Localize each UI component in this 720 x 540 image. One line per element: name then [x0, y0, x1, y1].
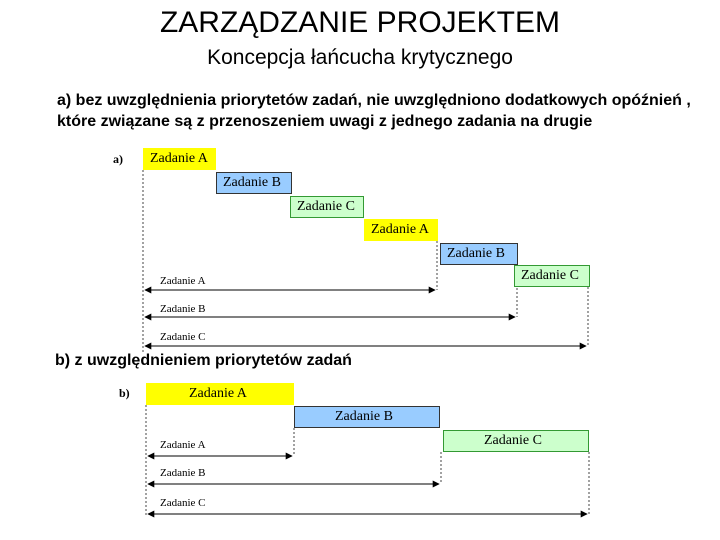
- duration-label-c: Zadanie C: [160, 497, 206, 509]
- section-a-label: a): [113, 152, 123, 166]
- task-c-block: Zadanie C: [443, 430, 589, 452]
- duration-label-c: Zadanie C: [160, 331, 206, 343]
- task-a-block: Zadanie A: [146, 383, 294, 405]
- task-c-block: Zadanie C: [514, 265, 590, 287]
- duration-label-a: Zadanie A: [160, 439, 206, 451]
- task-b-block: Zadanie B: [440, 243, 518, 265]
- duration-label-b: Zadanie B: [160, 467, 206, 479]
- duration-label-a: Zadanie A: [160, 275, 206, 287]
- duration-label-b: Zadanie B: [160, 303, 206, 315]
- task-b-block: Zadanie B: [294, 406, 440, 428]
- dashed-guides: [143, 170, 589, 516]
- section-b-description: b) z uwzględnieniem priorytetów zadań: [55, 352, 352, 369]
- task-a-block: Zadanie A: [364, 219, 438, 241]
- page-title: ZARZĄDZANIE PROJEKTEM: [159, 6, 561, 39]
- task-a-block: Zadanie A: [143, 148, 216, 170]
- section-a-description: a) bez uwzględnienia priorytetów zadań, nie uwzględniono dodatkowych opóźnień , które związane są z przenoszeniem uwagi z jednego zadania na drugie: [57, 92, 691, 130]
- task-c-block: Zadanie C: [290, 196, 364, 218]
- task-b-block: Zadanie B: [216, 172, 292, 194]
- section-b-label: b): [119, 386, 130, 400]
- page-subtitle: Koncepcja łańcucha krytycznego: [207, 46, 513, 69]
